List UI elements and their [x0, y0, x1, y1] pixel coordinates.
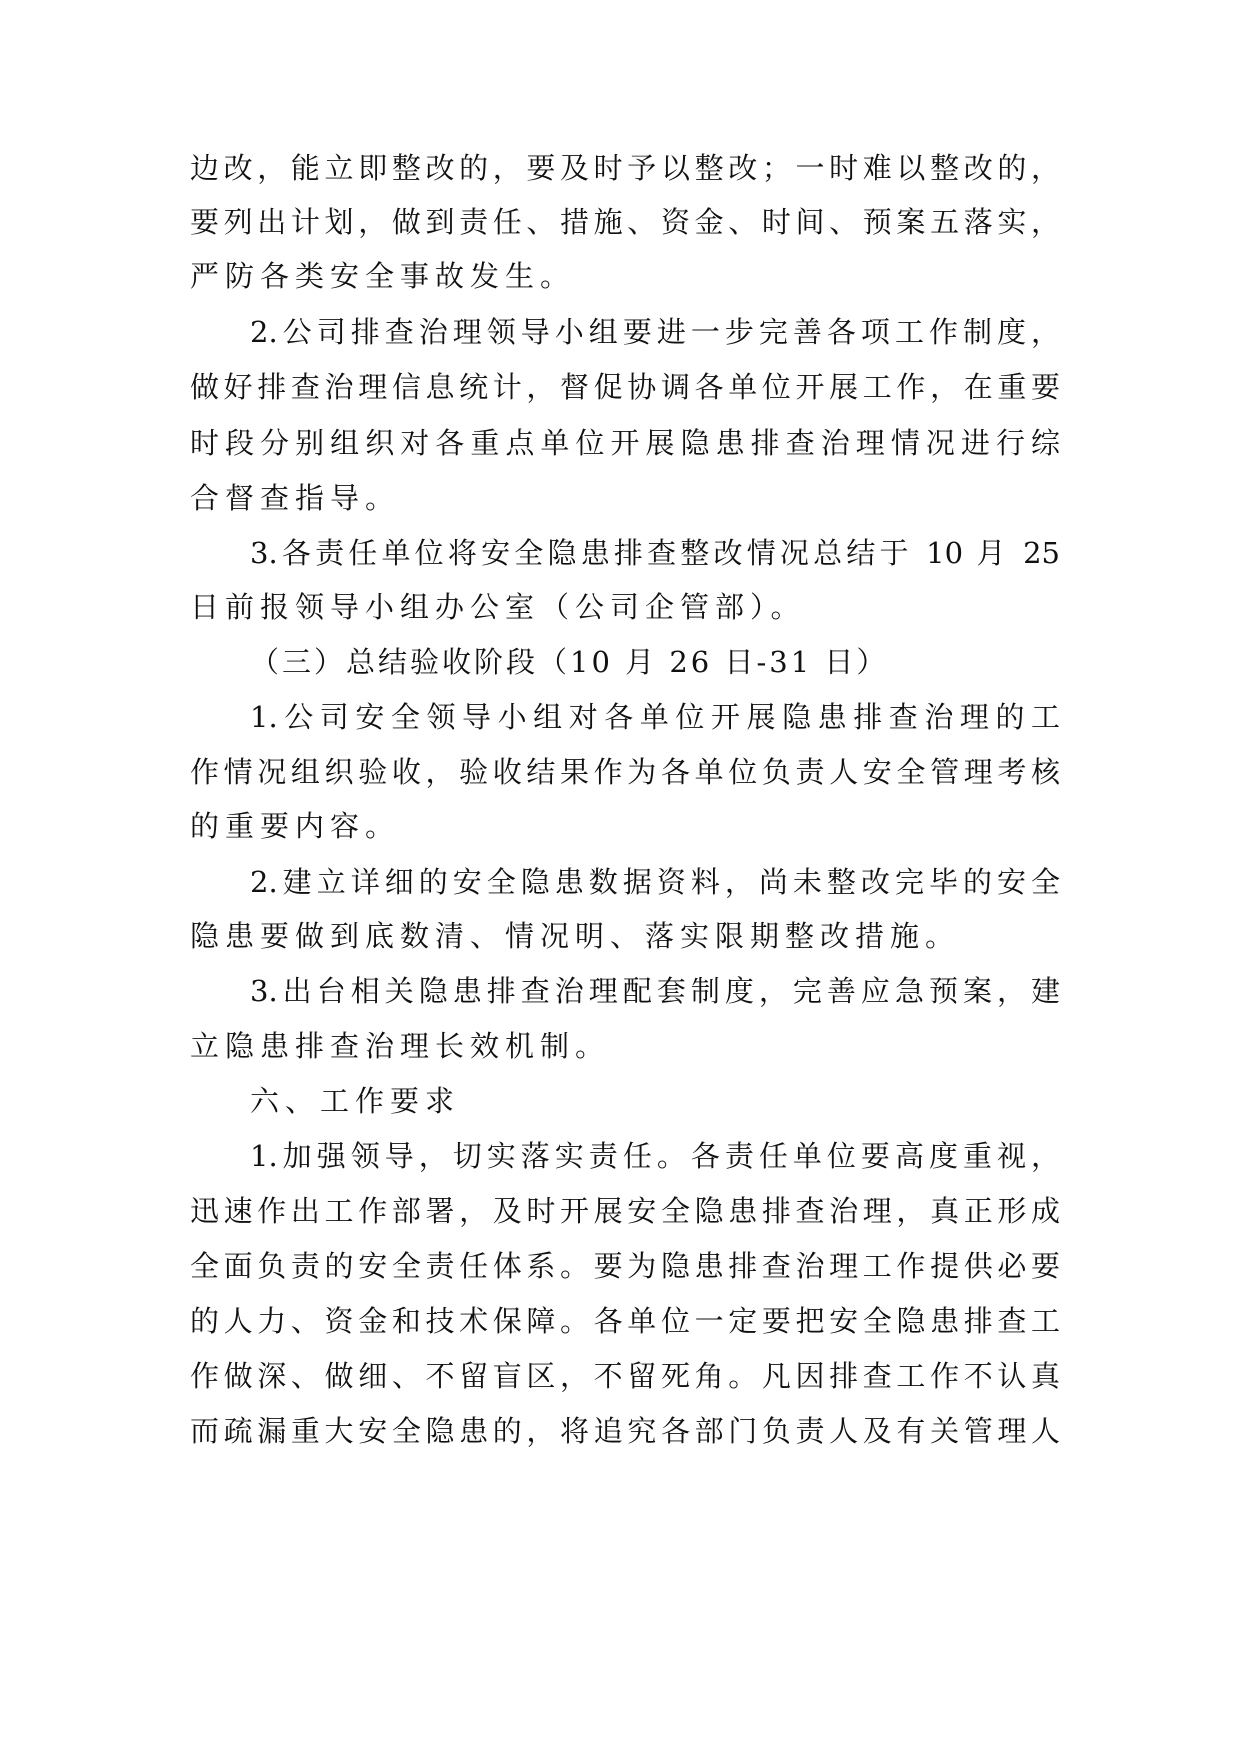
text-line: 的重要内容。: [190, 809, 401, 843]
text-line: 而疏漏重大安全隐患的，将追究各部门负责人及有关管理人: [190, 1414, 1060, 1448]
text-line: 合督查指导。: [190, 481, 401, 515]
text-line: 立隐患排查治理长效机制。: [190, 1029, 611, 1063]
text-line: 日前报领导小组办公室（公司企管部）。: [190, 590, 806, 624]
text-line: 严防各类安全事故发生。: [190, 259, 576, 293]
text-line: 边改，能立即整改的，要及时予以整改；一时难以整改的，: [190, 151, 1060, 185]
section-heading: 六、工作要求: [250, 1084, 461, 1118]
text-line: 3.出台相关隐患排查治理配套制度，完善应急预案，建: [250, 974, 1060, 1008]
text-line: 时段分别组织对各重点单位开展隐患排查治理情况进行综: [190, 426, 1060, 460]
text-line: 要列出计划，做到责任、措施、资金、时间、预案五落实，: [190, 205, 1060, 239]
text-line: 1.加强领导，切实落实责任。各责任单位要高度重视，: [250, 1139, 1060, 1173]
text-line: 作情况组织验收，验收结果作为各单位负责人安全管理考核: [190, 755, 1060, 789]
text-line: 3.各责任单位将安全隐患排查整改情况总结于 10 月 25: [250, 536, 1060, 570]
text-line: 隐患要做到底数清、情况明、落实限期整改措施。: [190, 919, 961, 953]
text-line: 的人力、资金和技术保障。各单位一定要把安全隐患排查工: [190, 1304, 1060, 1338]
text-line: 做好排查治理信息统计，督促协调各单位开展工作，在重要: [190, 370, 1060, 404]
text-line: 2.公司排查治理领导小组要进一步完善各项工作制度，: [250, 315, 1060, 349]
section-heading: （三）总结验收阶段（10 月 26 日-31 日）: [250, 645, 889, 679]
text-line: 迅速作出工作部署，及时开展安全隐患排查治理，真正形成: [190, 1194, 1060, 1228]
text-line: 全面负责的安全责任体系。要为隐患排查治理工作提供必要: [190, 1249, 1060, 1283]
text-line: 1.公司安全领导小组对各单位开展隐患排查治理的工: [250, 700, 1060, 734]
text-line: 作做深、做细、不留盲区，不留死角。凡因排查工作不认真: [190, 1359, 1060, 1393]
text-line: 2.建立详细的安全隐患数据资料，尚未整改完毕的安全: [250, 865, 1060, 899]
